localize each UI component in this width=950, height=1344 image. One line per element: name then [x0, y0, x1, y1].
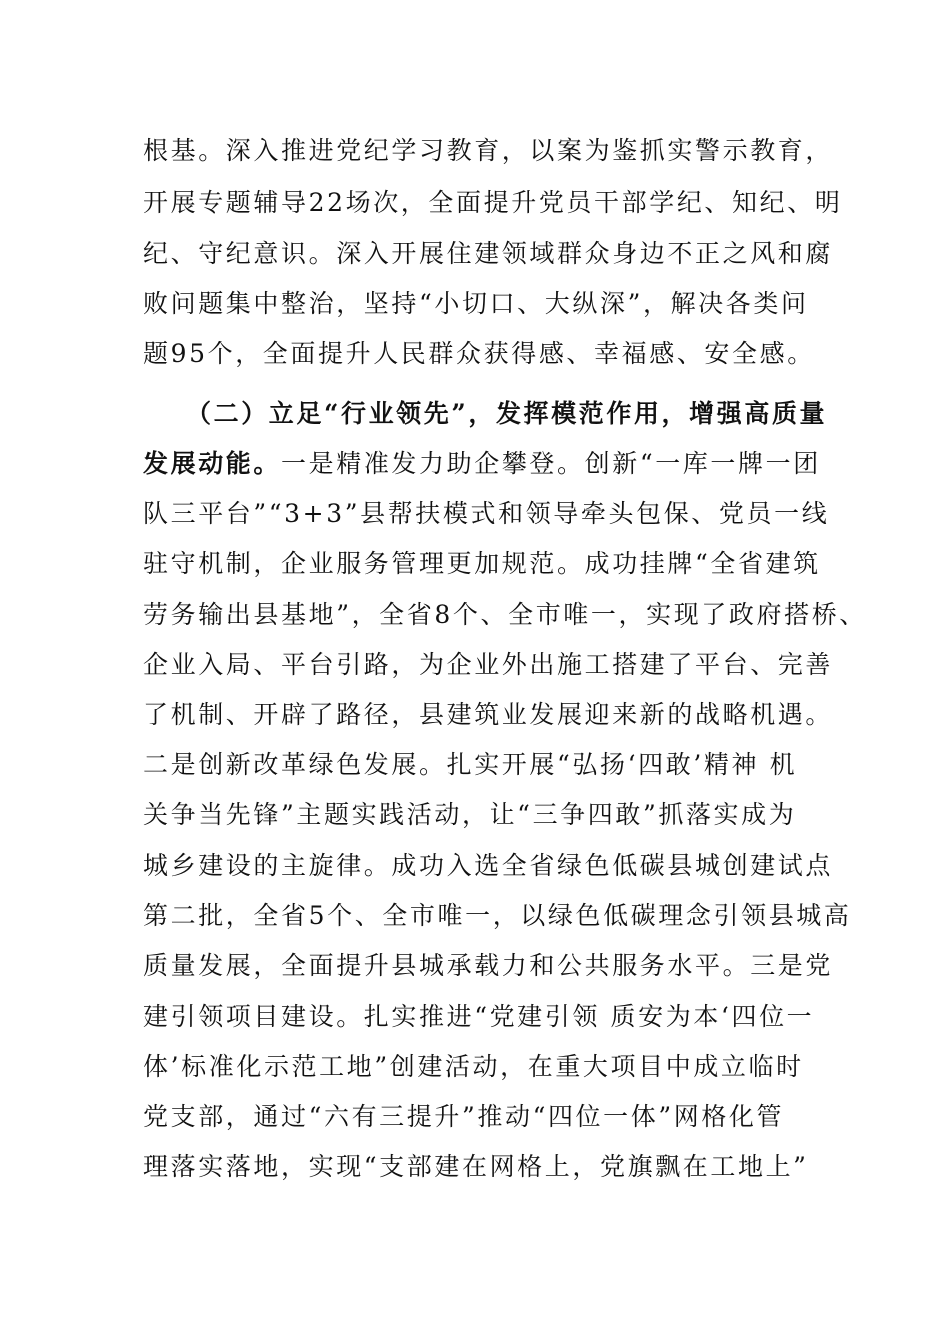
- section-heading-continued: [143, 437, 821, 491]
- body-text-line: 根基。深入推进党纪学习教育，以案为鉴抓实警示教育，: [143, 136, 834, 165]
- body-text-line: 队三平台”“3+3”县帮扶模式和领导牵头包保、党员一线: [143, 499, 830, 528]
- body-text-line: 了机制、开辟了路径，县建筑业发展迎来新的战略机遇。: [143, 700, 834, 729]
- section-heading-tail: 发展动能。: [143, 449, 282, 478]
- section-heading: （二）立足“行业领先”，发挥模范作用，增强高质量: [186, 399, 828, 428]
- body-text-line: 企业入局、平台引路，为企业外出施工搭建了平台、完善: [143, 650, 834, 679]
- body-text-line: 纪、守纪意识。深入开展住建领域群众身边不正之风和腐: [143, 239, 834, 268]
- body-text-line: 建引领项目建设。扎实推进“党建引领 质安为本‘四位一: [143, 1002, 815, 1031]
- body-text-line: 二是创新改革绿色发展。扎实开展“弘扬‘四敢’精神 机: [143, 750, 798, 779]
- body-text-line: 劳务输出县基地”，全省8个、全市唯一，实现了政府搭桥、: [143, 600, 867, 629]
- body-text-line: 党支部，通过“六有三提升”推动“四位一体”网格化管: [143, 1102, 785, 1131]
- body-text-line: 题95个，全面提升人民群众获得感、幸福感、安全感。: [143, 339, 815, 368]
- body-text-line: 理落实落地，实现“支部建在网格上，党旗飘在工地上”: [143, 1152, 809, 1181]
- body-text-line: 驻守机制，企业服务管理更加规范。成功挂牌“全省建筑: [143, 549, 821, 578]
- body-text-run: 一是精准发力助企攀登。创新“一库一牌一团: [281, 449, 821, 478]
- body-text-line: 败问题集中整治，坚持“小切口、大纵深”，解决各类问: [143, 289, 809, 318]
- body-text-line: 体’标准化示范工地”创建活动，在重大项目中成立临时: [143, 1052, 804, 1081]
- body-text-line: 质量发展，全面提升县城承载力和公共服务水平。三是党: [143, 951, 834, 980]
- body-text-line: 第二批，全省5个、全市唯一，以绿色低碳理念引领县城高: [143, 901, 852, 930]
- body-text-line: 关争当先锋”主题实践活动，让“三争四敢”抓落实成为: [143, 800, 797, 829]
- body-text-line: 城乡建设的主旋律。成功入选全省绿色低碳县城创建试点: [143, 851, 834, 880]
- body-text-line: 开展专题辅导22场次，全面提升党员干部学纪、知纪、明: [143, 188, 843, 217]
